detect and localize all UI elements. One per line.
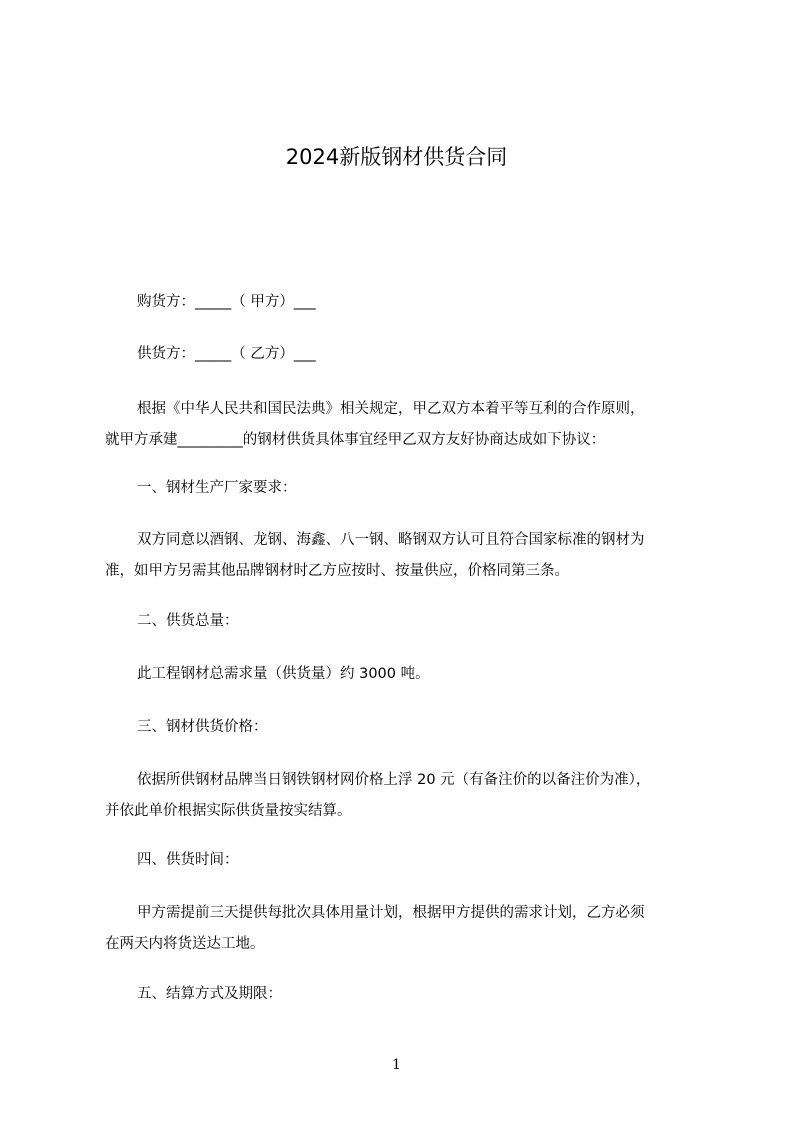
intro-line-1: 根据《中华人民共和国民法典》相关规定，甲乙双方本着平等互利的合作原则， [137,401,645,417]
section-1-paragraph [105,525,705,587]
section-4-heading: 四、供货时间： [137,852,239,868]
page-number: 1 [392,1057,401,1073]
section-5-heading: 五、结算方式及期限： [137,986,282,1002]
section-3-heading: 三、钢材供货价格： [137,719,268,735]
section-4-line-1: 甲方需提前三天提供每批次具体用量计划，根据甲方提供的需求计划，乙方必须 [137,905,645,921]
section-2-heading: 二、供货总量： [137,613,239,629]
section-4-line-2: 在两天内将货送达工地。 [105,936,265,952]
section-2-line-1: 此工程钢材总需求量（供货量）约 3000 吨。 [137,666,430,682]
section-3-line-1: 依据所供钢材品牌当日钢铁钢材网价格上浮 20 元（有备注价的以备注价为准）， [137,772,651,788]
document-title: 2024新版钢材供货合同 [285,145,508,169]
section-3-paragraph [105,765,705,827]
section-1-line-1: 双方同意以酒钢、龙钢、海鑫、八一钢、略钢双方认可且符合国家标准的钢材为 [137,532,645,548]
buyer-line: 购货方：_____（ 甲方）___ [137,294,316,310]
intro-paragraph [105,394,705,456]
section-1-line-2: 准，如甲方另需其他品牌钢材时乙方应按时、按量供应，价格同第三条。 [105,563,569,579]
intro-line-2: 就甲方承建_________的钢材供货具体事宜经甲乙双方友好协商达成如下协议： [105,432,606,448]
section-1-heading: 一、钢材生产厂家要求： [137,480,297,496]
section-3-line-2: 并依此单价根据实际供货量按实结算。 [105,803,352,819]
supplier-line: 供货方：_____（ 乙方）___ [137,346,316,362]
section-4-paragraph [105,898,705,960]
